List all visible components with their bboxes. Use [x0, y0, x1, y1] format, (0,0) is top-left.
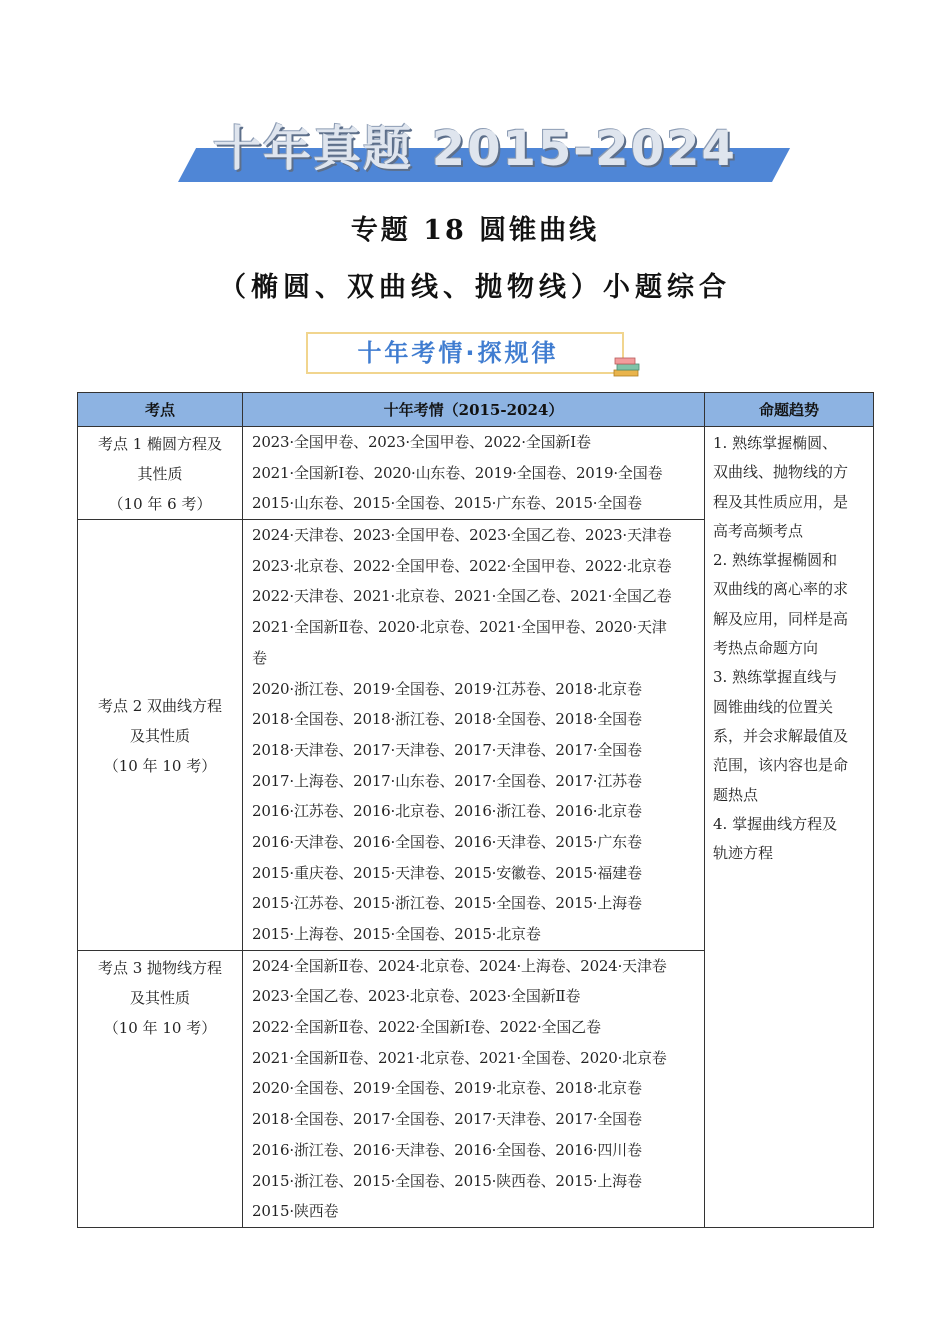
point-cell: 考点 2 双曲线方程 及其性质 （10 年 10 考） — [78, 520, 243, 951]
section-tag — [306, 332, 624, 374]
header-point: 考点 — [78, 393, 243, 427]
books-icon — [612, 356, 642, 378]
exam-line: 2024·天津卷、2023·全国甲卷、2023·全国乙卷、2023·天津卷 — [252, 526, 672, 545]
topic-subtitle: （椭圆、双曲线、抛物线）小题综合 — [219, 272, 731, 303]
exam-line: 2018·全国卷、2017·全国卷、2017·天津卷、2017·全国卷 — [252, 1110, 642, 1129]
exam-line: 2015·江苏卷、2015·浙江卷、2015·全国卷、2015·上海卷 — [252, 894, 642, 913]
exam-line: 卷 — [252, 648, 267, 667]
exam-line: 2018·全国卷、2018·浙江卷、2018·全国卷、2018·全国卷 — [252, 710, 642, 729]
header-years: 十年考情（2015-2024） — [243, 393, 705, 427]
years-cell — [243, 950, 705, 1227]
exam-line: 2015·浙江卷、2015·全国卷、2015·陕西卷、2015·上海卷 — [252, 1171, 642, 1190]
section-tag-label: 十年考情·探规律 — [357, 339, 559, 367]
exam-table — [77, 392, 874, 1228]
years-cell — [243, 520, 705, 951]
table-header-row — [78, 393, 874, 427]
exam-line: 2022·全国新Ⅱ卷、2022·全国新Ⅰ卷、2022·全国乙卷 — [252, 1018, 601, 1037]
exam-line: 2022·天津卷、2021·北京卷、2021·全国乙卷、2021·全国乙卷 — [252, 587, 672, 606]
exam-line: 2023·北京卷、2022·全国甲卷、2022·全国甲卷、2022·北京卷 — [252, 556, 672, 575]
exam-line: 2015·重庆卷、2015·天津卷、2015·安徽卷、2015·福建卷 — [252, 863, 642, 882]
exam-line: 2015·陕西卷 — [252, 1202, 339, 1221]
exam-line: 2021·全国新Ⅰ卷、2020·山东卷、2019·全国卷、2019·全国卷 — [252, 463, 663, 482]
exam-line: 2021·全国新Ⅱ卷、2021·北京卷、2021·全国卷、2020·北京卷 — [252, 1048, 667, 1067]
exam-line: 2016·江苏卷、2016·北京卷、2016·浙江卷、2016·北京卷 — [252, 802, 642, 821]
header-banner — [178, 118, 772, 184]
exam-line: 2023·全国甲卷、2023·全国甲卷、2022·全国新Ⅰ卷 — [252, 433, 591, 451]
point-cell: 考点 3 抛物线方程 及其性质 （10 年 10 考） — [78, 950, 243, 1227]
exam-line: 2024·全国新Ⅱ卷、2024·北京卷、2024·上海卷、2024·天津卷 — [252, 956, 667, 975]
trend-cell: 1. 熟练掌握椭圆、 双曲线、抛物线的方 程及其性质应用，是 高考高频考点 2. 熟练掌握椭圆和 双曲线的离心率的求 解及应用，同样是高 考热点命题方向 3. 熟练掌握直线与 圆锥曲线的位置关 系，并会求解最值及 范围，该内容也是命 题热点 4. 掌握曲线方程及 轨迹方程 — [705, 427, 874, 1228]
exam-line: 2017·上海卷、2017·山东卷、2017·全国卷、2017·江苏卷 — [252, 771, 642, 790]
banner-title: 十年真题 2015-2024 — [213, 121, 737, 177]
exam-line: 2016·浙江卷、2016·天津卷、2016·全国卷、2016·四川卷 — [252, 1140, 642, 1159]
table-row — [78, 427, 874, 520]
topic-title: 专题 18 圆锥曲线 — [350, 215, 600, 246]
exam-line: 2018·天津卷、2017·天津卷、2017·天津卷、2017·全国卷 — [252, 740, 642, 759]
exam-line: 2015·上海卷、2015·全国卷、2015·北京卷 — [252, 925, 541, 943]
exam-line: 2023·全国乙卷、2023·北京卷、2023·全国新Ⅱ卷 — [252, 987, 581, 1006]
point-cell: 考点 1 椭圆方程及 其性质 （10 年 6 考） — [78, 427, 243, 520]
header-trend: 命题趋势 — [705, 393, 874, 427]
years-cell — [243, 427, 705, 520]
exam-line: 2016·天津卷、2016·全国卷、2016·天津卷、2015·广东卷 — [252, 832, 642, 851]
exam-line: 2015·山东卷、2015·全国卷、2015·广东卷、2015·全国卷 — [252, 494, 642, 513]
exam-line: 2020·全国卷、2019·全国卷、2019·北京卷、2018·北京卷 — [252, 1079, 642, 1098]
exam-line: 2020·浙江卷、2019·全国卷、2019·江苏卷、2018·北京卷 — [252, 679, 642, 698]
exam-line: 2021·全国新Ⅱ卷、2020·北京卷、2021·全国甲卷、2020·天津 — [252, 618, 667, 637]
